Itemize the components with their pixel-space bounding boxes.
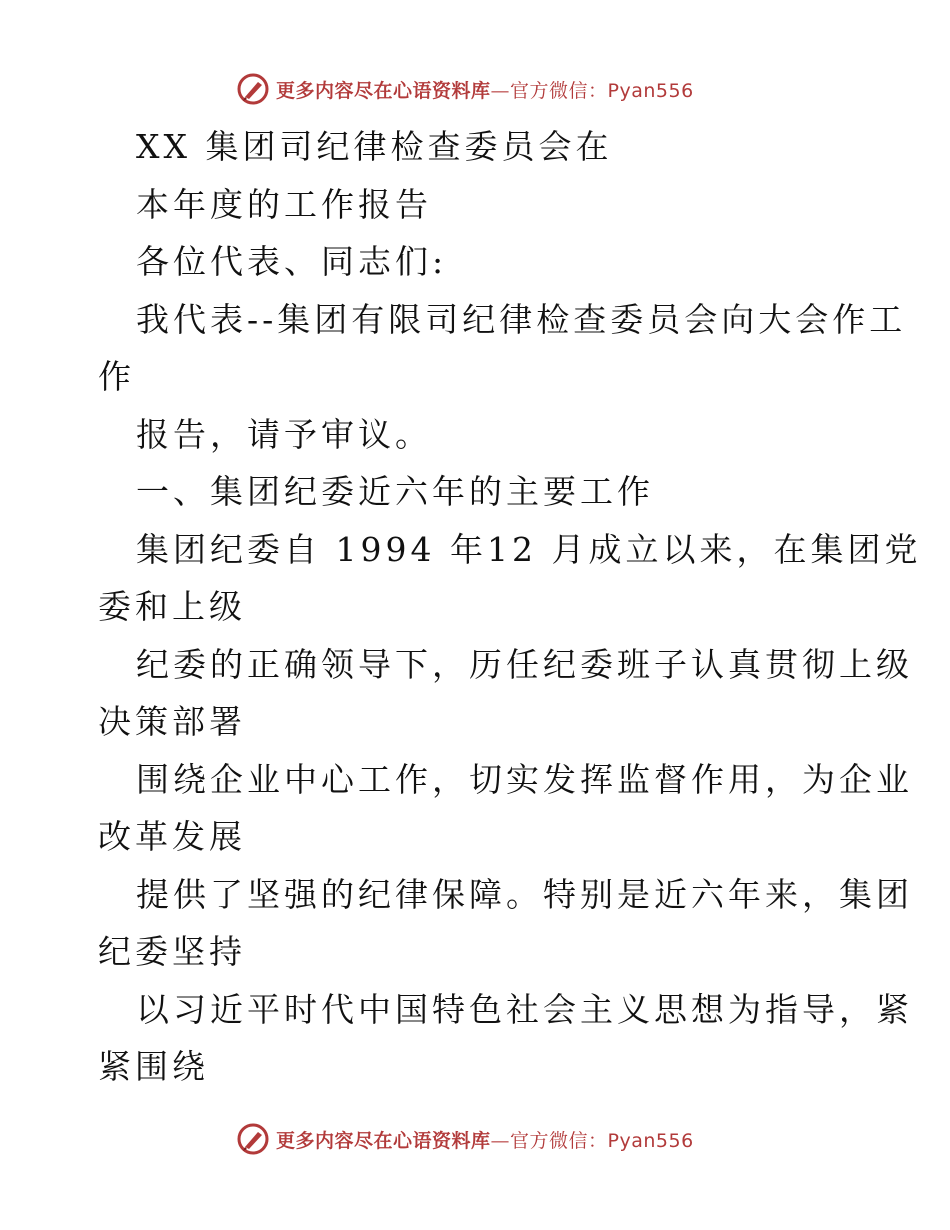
paragraph-line: 我代表--集团有限司纪律检查委员会向大会作工 xyxy=(136,299,907,339)
red-seal-pen-icon xyxy=(236,72,270,106)
header-watermark xyxy=(236,72,694,106)
document-title-line-2: 本年度的工作报告 xyxy=(136,184,432,224)
paragraph-line: 委和上级 xyxy=(98,587,246,626)
paragraph-line: 作 xyxy=(98,357,135,396)
salutation: 各位代表、同志们: xyxy=(136,242,448,281)
paragraph-line: 改革发展 xyxy=(98,817,246,856)
document-body xyxy=(98,118,922,1096)
paragraph-line: 报告，请予审议。 xyxy=(136,414,432,454)
paragraph-line: 纪委坚持 xyxy=(98,932,246,971)
paragraph-line: 紧围绕 xyxy=(98,1047,209,1086)
footer-watermark xyxy=(236,1122,694,1156)
red-seal-pen-icon xyxy=(236,1122,270,1156)
section-heading: 一、集团纪委近六年的主要工作 xyxy=(136,472,654,511)
paragraph-line: 以习近平时代中国特色社会主义思想为指导，紧 xyxy=(136,989,913,1029)
watermark-text: 更多内容尽在心语资料库—官方微信：Pyan556 xyxy=(276,1129,694,1152)
paragraph-line: 围绕企业中心工作，切实发挥监督作用，为企业 xyxy=(136,759,913,799)
paragraph-line: 提供了坚强的纪律保障。特别是近六年来，集团 xyxy=(136,874,913,914)
paragraph-line: 集团纪委自 1994 年12 月成立以来，在集团党 xyxy=(136,529,922,569)
paragraph-line: 纪委的正确领导下，历任纪委班子认真贯彻上级 xyxy=(136,644,913,684)
document-title-line-1: XX 集团司纪律检查委员会在 xyxy=(136,127,613,166)
watermark-text: 更多内容尽在心语资料库—官方微信：Pyan556 xyxy=(276,79,694,102)
paragraph-line: 决策部署 xyxy=(98,702,246,741)
